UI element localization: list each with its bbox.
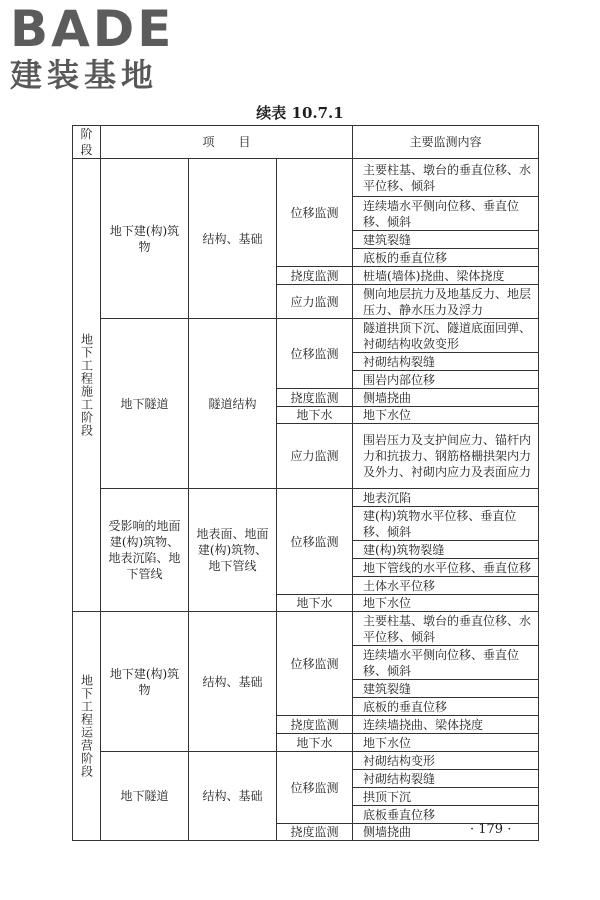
content-cell: 主要柱基、墩台的垂直位移、水平位移、倾斜	[353, 612, 539, 646]
method-cell: 位移监测	[277, 319, 353, 389]
content-cell: 底板的垂直位移	[353, 698, 539, 716]
content-cell: 地下管线的水平位移、垂直位移	[353, 559, 539, 577]
content-cell: 拱顶下沉	[353, 788, 539, 806]
method-cell: 挠度监测	[277, 389, 353, 407]
table-row	[73, 752, 539, 770]
content-cell: 衬砌结构裂缝	[353, 353, 539, 371]
content-cell: 连续墙水平侧向位移、垂直位移、倾斜	[353, 646, 539, 680]
content-cell: 围岩压力及支护间应力、锚杆内力和抗拔力、钢筋格栅拱架内力及外力、衬砌内应力及表面应力	[353, 424, 539, 489]
table-row	[73, 612, 539, 646]
object-cell: 地下建(构)筑物	[101, 612, 189, 752]
logo-subtitle: 建装基地	[10, 56, 159, 94]
content-cell: 土体水平位移	[353, 577, 539, 595]
method-cell: 挠度监测	[277, 824, 353, 841]
table-row	[73, 489, 539, 507]
content-cell: 围岩内部位移	[353, 371, 539, 389]
content-cell: 底板垂直位移	[353, 806, 539, 824]
method-cell: 位移监测	[277, 612, 353, 716]
content-cell: 侧墙挠曲	[353, 824, 539, 841]
header-stage: 阶段	[73, 126, 101, 159]
object-cell: 受影响的地面建(构)筑物、地表沉陷、地下管线	[101, 489, 189, 612]
content-cell: 主要柱基、墩台的垂直位移、水平位移、倾斜	[353, 159, 539, 197]
part-cell: 结构、基础	[189, 159, 277, 319]
method-cell: 位移监测	[277, 752, 353, 824]
table-title: 续表 10.7.1	[256, 104, 344, 122]
logo-wordmark: BADE	[10, 0, 175, 58]
method-cell: 挠度监测	[277, 716, 353, 734]
content-cell: 隧道拱顶下沉、隧道底面回弹、衬砌结构收敛变形	[353, 319, 539, 353]
content-cell: 连续墙挠曲、梁体挠度	[353, 716, 539, 734]
object-cell: 地下隧道	[101, 752, 189, 841]
content-cell: 连续墙水平侧向位移、垂直位移、倾斜	[353, 197, 539, 231]
method-cell: 应力监测	[277, 285, 353, 319]
page-number: · 179 ·	[470, 822, 512, 837]
content-cell: 建(构)筑物裂缝	[353, 541, 539, 559]
method-cell: 位移监测	[277, 159, 353, 267]
part-cell: 地表面、地面建(构)筑物、地下管线	[189, 489, 277, 612]
content-cell: 建筑裂缝	[353, 680, 539, 698]
method-cell: 挠度监测	[277, 267, 353, 285]
bade-logo	[10, 0, 175, 94]
content-cell: 地下水位	[353, 734, 539, 752]
method-cell: 应力监测	[277, 424, 353, 489]
part-cell: 结构、基础	[189, 612, 277, 752]
content-cell: 侧向地层抗力及地基反力、地层压力、静水压力及浮力	[353, 285, 539, 319]
monitoring-table	[72, 125, 539, 841]
method-cell: 位移监测	[277, 489, 353, 595]
table-header-row	[73, 126, 539, 159]
content-cell: 地下水位	[353, 407, 539, 424]
stage-operation: 地下工程运营阶段	[73, 612, 101, 841]
object-cell: 地下建(构)筑物	[101, 159, 189, 319]
method-cell: 地下水	[277, 595, 353, 612]
part-cell: 隧道结构	[189, 319, 277, 489]
table-row	[73, 319, 539, 353]
header-content: 主要监测内容	[353, 126, 539, 159]
table-row	[73, 159, 539, 197]
content-cell: 地表沉陷	[353, 489, 539, 507]
content-cell: 建(构)筑物水平位移、垂直位移、倾斜	[353, 507, 539, 541]
method-cell: 地下水	[277, 407, 353, 424]
header-item: 项 目	[101, 126, 353, 159]
part-cell: 结构、基础	[189, 752, 277, 841]
content-cell: 衬砌结构变形	[353, 752, 539, 770]
content-cell: 衬砌结构裂缝	[353, 770, 539, 788]
method-cell: 地下水	[277, 734, 353, 752]
stage-construction: 地下工程施工阶段	[73, 159, 101, 612]
content-cell: 建筑裂缝	[353, 231, 539, 249]
content-cell: 桩墙(墙体)挠曲、梁体挠度	[353, 267, 539, 285]
content-cell: 地下水位	[353, 595, 539, 612]
content-cell: 底板的垂直位移	[353, 249, 539, 267]
object-cell: 地下隧道	[101, 319, 189, 489]
content-cell: 侧墙挠曲	[353, 389, 539, 407]
